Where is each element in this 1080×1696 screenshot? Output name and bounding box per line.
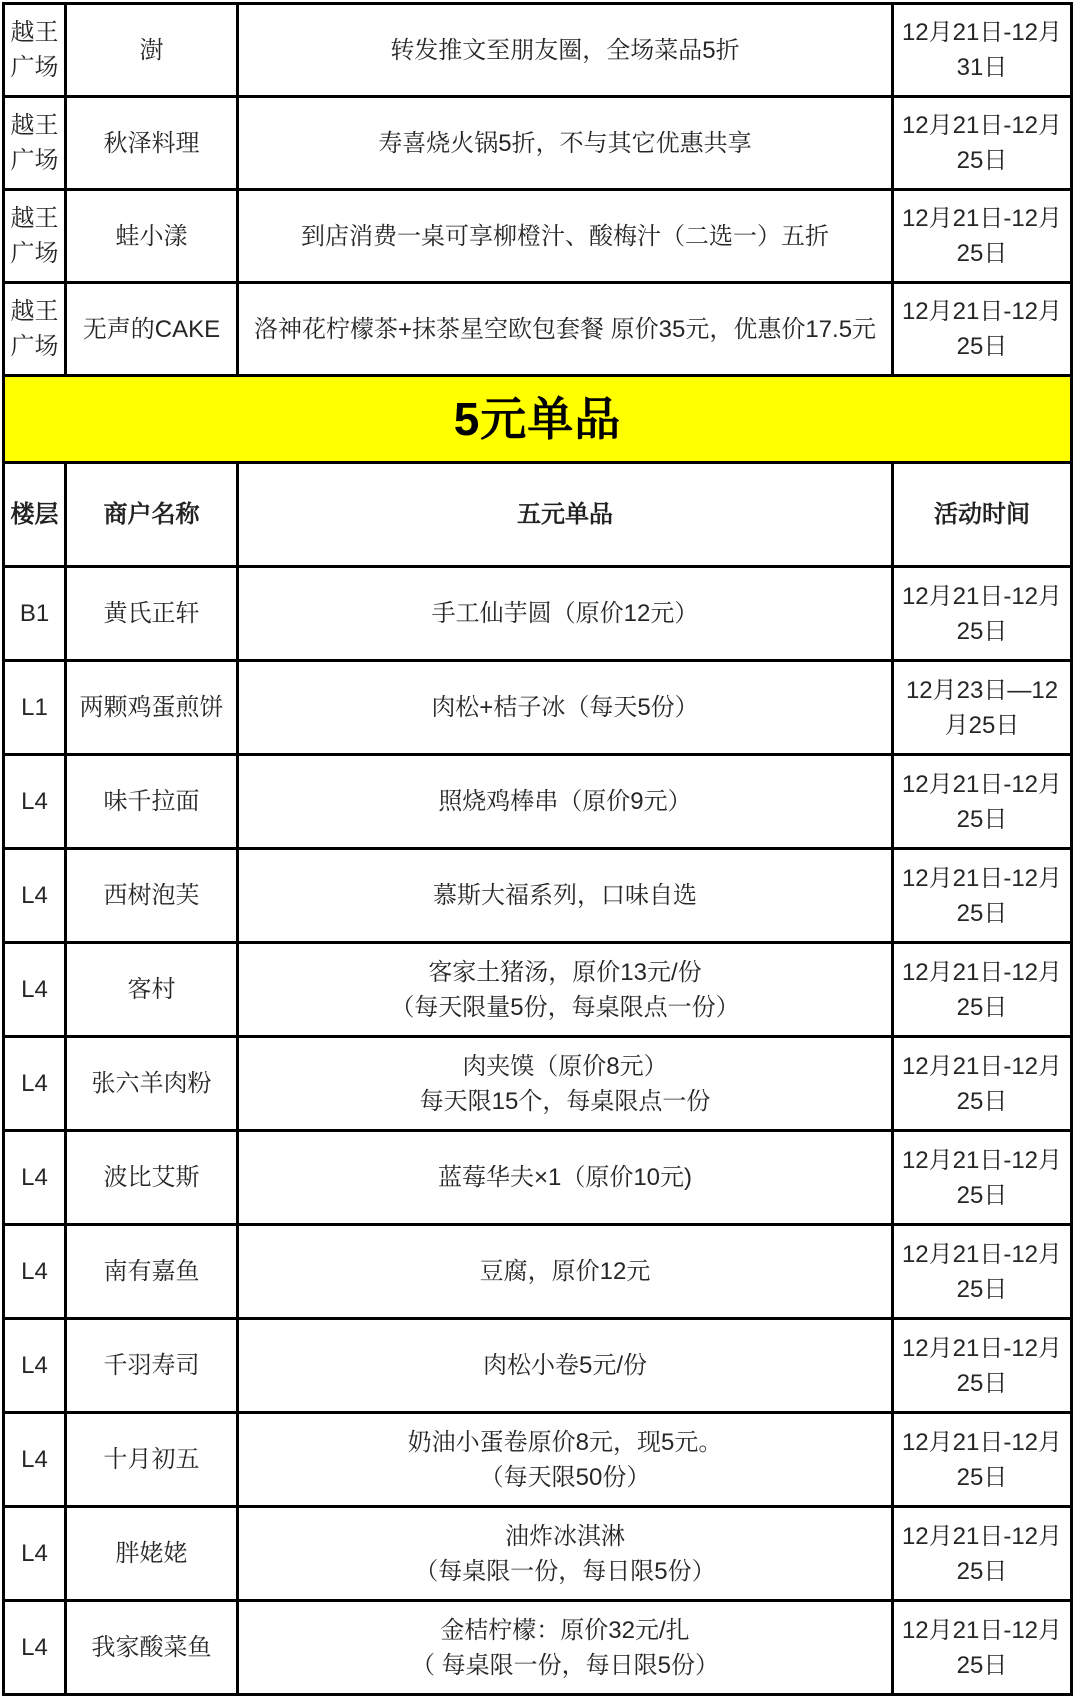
table-row <box>4 1413 1072 1507</box>
date-cell <box>893 4 1072 97</box>
date-cell <box>893 283 1072 376</box>
promo-text: （每桌限一份，每日限5份） <box>414 1557 716 1585</box>
date-cell <box>893 1413 1072 1507</box>
date-cell <box>893 1507 1072 1601</box>
floor-cell: L1 <box>4 661 66 755</box>
merchant-cell: 波比艾斯 <box>66 1131 238 1225</box>
floor-cell: L4 <box>4 943 66 1037</box>
date-text: 12月21日-12月 <box>901 1616 1063 1644</box>
floor-cell: L4 <box>4 755 66 849</box>
table-row <box>4 1131 1072 1225</box>
date-text: 12月21日-12月 <box>901 1052 1063 1080</box>
date-cell <box>893 190 1072 283</box>
merchant-cell: 十月初五 <box>66 1413 238 1507</box>
merchant-cell: 无声的CAKE <box>66 283 238 376</box>
promo-cell <box>238 97 893 190</box>
promo-text: 豆腐，原价12元 <box>479 1258 651 1285</box>
promo-text: 到店消费一桌可享柳橙汁、酸梅汁（二选一）五折 <box>301 222 829 250</box>
promo-text: （每天限量5份，每桌限点一份） <box>390 993 740 1021</box>
floor-cell: L4 <box>4 1131 66 1225</box>
promo-text: 肉松小卷5元/份 <box>482 1352 647 1379</box>
promo-text: （每天限50份） <box>479 1463 651 1491</box>
floor-cell <box>4 4 66 97</box>
merchant-cell: 张六羊肉粉 <box>66 1037 238 1131</box>
promo-text: 转发推文至朋友圈，全场菜品5折 <box>390 36 740 64</box>
date-text: 25日 <box>956 899 1008 927</box>
table-row <box>4 755 1072 849</box>
date-cell <box>893 755 1072 849</box>
table-row <box>4 190 1072 283</box>
date-text: 25日 <box>956 993 1008 1021</box>
date-text: 12月21日-12月 <box>901 958 1063 986</box>
date-text: 25日 <box>956 1275 1008 1303</box>
promo-table <box>2 2 1073 1696</box>
floor-line: 广场 <box>10 54 59 81</box>
date-text: 12月21日-12月 <box>901 864 1063 892</box>
promo-text: 慕斯大福系列，口味自选 <box>433 882 697 909</box>
floor-cell: L4 <box>4 1601 66 1695</box>
date-text: 25日 <box>956 1369 1008 1397</box>
floor-cell <box>4 190 66 283</box>
date-text: 月25日 <box>944 711 1020 739</box>
date-text: 12月21日-12月 <box>901 19 1063 46</box>
promo-cell <box>238 283 893 376</box>
promo-text: 照烧鸡棒串（原价9元） <box>438 788 692 815</box>
promo-cell <box>238 943 893 1037</box>
promo-text: 客家土猪汤，原价13元/份 <box>428 958 702 986</box>
table-row <box>4 567 1072 661</box>
date-text: 12月21日-12月 <box>901 582 1063 610</box>
date-text: 25日 <box>956 1557 1008 1585</box>
floor-cell: L4 <box>4 1037 66 1131</box>
date-cell <box>893 1225 1072 1319</box>
floor-line: 越王 <box>10 112 59 139</box>
merchant-cell: 客村 <box>66 943 238 1037</box>
date-text: 25日 <box>956 333 1008 360</box>
table-row <box>4 376 1072 463</box>
floor-line: 越王 <box>10 298 59 325</box>
promo-text: 肉夹馍（原价8元） <box>462 1052 668 1080</box>
floor-cell: B1 <box>4 567 66 661</box>
date-text: 25日 <box>956 805 1008 833</box>
floor-cell <box>4 283 66 376</box>
promo-text: 肉松+桔子冰（每天5份） <box>431 694 699 721</box>
promo-text: 油炸冰淇淋 <box>505 1522 625 1550</box>
promo-cell <box>238 1131 893 1225</box>
date-text: 12月21日-12月 <box>901 1428 1063 1456</box>
date-text: 25日 <box>956 240 1008 267</box>
promo-cell <box>238 755 893 849</box>
promo-text: 蓝莓华夫×1（原价10元) <box>437 1164 693 1191</box>
date-cell <box>893 1131 1072 1225</box>
date-text: 12月21日-12月 <box>901 1240 1063 1268</box>
floor-line: 越王 <box>10 19 59 46</box>
floor-cell <box>4 97 66 190</box>
merchant-cell: 南有嘉鱼 <box>66 1225 238 1319</box>
promo-cell <box>238 849 893 943</box>
floor-line: 广场 <box>10 240 59 267</box>
promo-text: 每天限15个，每桌限点一份 <box>419 1087 711 1115</box>
promo-cell <box>238 4 893 97</box>
header-time: 活动时间 <box>893 463 1072 567</box>
promo-cell <box>238 1225 893 1319</box>
merchant-cell: 胖姥姥 <box>66 1507 238 1601</box>
table-row <box>4 4 1072 97</box>
date-text: 25日 <box>956 1087 1008 1115</box>
table-row <box>4 661 1072 755</box>
merchant-cell: 我家酸菜鱼 <box>66 1601 238 1695</box>
table-row <box>4 1507 1072 1601</box>
table-row <box>4 283 1072 376</box>
floor-cell: L4 <box>4 849 66 943</box>
promo-text: 手工仙芋圆（原价12元） <box>431 600 699 627</box>
date-text: 25日 <box>956 617 1008 645</box>
promo-cell <box>238 661 893 755</box>
header-row <box>4 463 1072 567</box>
floor-cell: L4 <box>4 1413 66 1507</box>
promo-cell <box>238 567 893 661</box>
date-text: 12月21日-12月 <box>901 770 1063 798</box>
merchant-cell: 两颗鸡蛋煎饼 <box>66 661 238 755</box>
date-cell <box>893 1319 1072 1413</box>
merchant-cell: 千羽寿司 <box>66 1319 238 1413</box>
section-banner: 5元单品 <box>4 376 1072 463</box>
merchant-cell: 秋泽料理 <box>66 97 238 190</box>
date-text: 12月21日-12月 <box>901 1522 1063 1550</box>
merchant-cell: 黄氏正轩 <box>66 567 238 661</box>
date-text: 25日 <box>956 1181 1008 1209</box>
promo-text: 奶油小蛋卷原价8元，现5元。 <box>407 1428 723 1456</box>
floor-cell: L4 <box>4 1319 66 1413</box>
date-cell <box>893 661 1072 755</box>
floor-cell: L4 <box>4 1507 66 1601</box>
date-text: 12月23日—12 <box>905 676 1059 704</box>
table-row <box>4 943 1072 1037</box>
table-row <box>4 1319 1072 1413</box>
table-row <box>4 1601 1072 1695</box>
date-cell <box>893 97 1072 190</box>
table-row <box>4 1225 1072 1319</box>
floor-cell: L4 <box>4 1225 66 1319</box>
promo-cell <box>238 190 893 283</box>
date-cell <box>893 1601 1072 1695</box>
merchant-cell: 西树泡芙 <box>66 849 238 943</box>
date-text: 12月21日-12月 <box>901 205 1063 232</box>
table-row <box>4 1037 1072 1131</box>
header-floor: 楼层 <box>4 463 66 567</box>
promo-text: 洛神花柠檬茶+抹茶星空欧包套餐 原价35元，优惠价17.5元 <box>253 315 877 343</box>
promo-cell <box>238 1601 893 1695</box>
promo-text: 寿喜烧火锅5折，不与其它优惠共享 <box>378 129 752 157</box>
date-cell <box>893 567 1072 661</box>
promo-cell <box>238 1319 893 1413</box>
promo-text: 金桔柠檬：原价32元/扎 <box>440 1616 690 1644</box>
date-cell <box>893 849 1072 943</box>
header-item: 五元单品 <box>238 463 893 567</box>
merchant-cell: 味千拉面 <box>66 755 238 849</box>
date-text: 25日 <box>956 147 1008 174</box>
date-text: 31日 <box>956 54 1008 81</box>
date-text: 12月21日-12月 <box>901 298 1063 325</box>
floor-line: 越王 <box>10 205 59 232</box>
date-cell <box>893 943 1072 1037</box>
date-text: 12月21日-12月 <box>901 112 1063 139</box>
table-row <box>4 849 1072 943</box>
table-row <box>4 97 1072 190</box>
promo-cell <box>238 1413 893 1507</box>
header-merchant: 商户名称 <box>66 463 238 567</box>
date-text: 25日 <box>956 1463 1008 1491</box>
promo-cell <box>238 1037 893 1131</box>
date-cell <box>893 1037 1072 1131</box>
floor-line: 广场 <box>10 147 59 174</box>
date-text: 12月21日-12月 <box>901 1334 1063 1362</box>
merchant-cell: 蛙小漾 <box>66 190 238 283</box>
date-text: 25日 <box>956 1651 1008 1679</box>
promo-text: （ 每桌限一份，每日限5份） <box>410 1651 719 1679</box>
floor-line: 广场 <box>10 333 59 360</box>
merchant-cell: 澍 <box>66 4 238 97</box>
date-text: 12月21日-12月 <box>901 1146 1063 1174</box>
promo-cell <box>238 1507 893 1601</box>
